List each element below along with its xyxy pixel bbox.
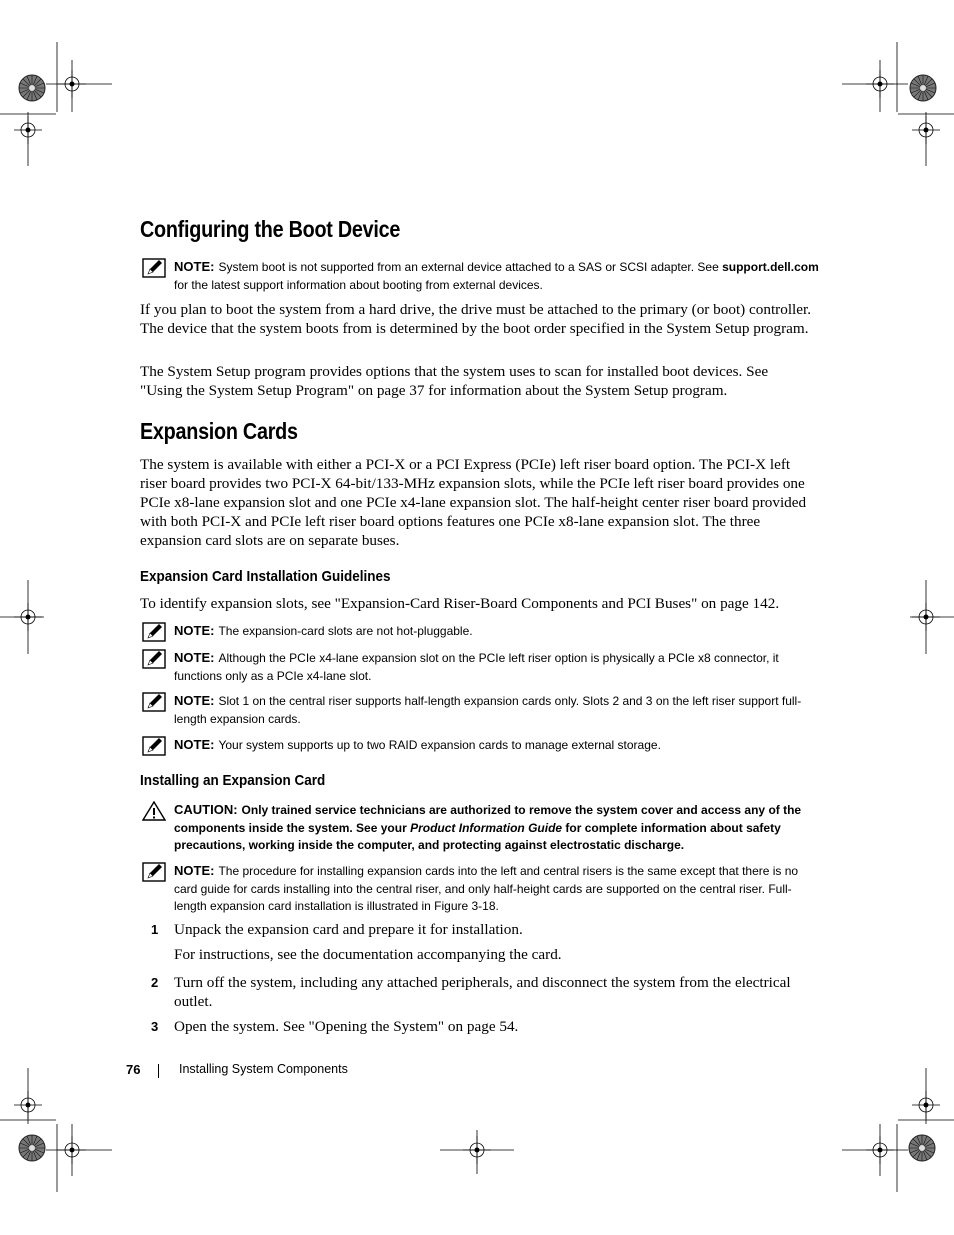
note-slot-lengths [140, 692, 820, 728]
warning-triangle-icon [142, 801, 166, 821]
note-boot-external [140, 258, 820, 294]
note-x4-lane-slot [140, 649, 820, 685]
note-text: The procedure for installing expansion cards into the left and central risers is the same except that there is no card guide for cards installing into the central riser, and only half-height cards are supported on the central riser. Full-length expansion card installation is illustrated in Figure 3-18. [174, 864, 799, 913]
footer-section-title: Installing System Components [179, 1062, 348, 1076]
step-number: 2 [151, 975, 159, 990]
boot-paragraph-2: The System Setup program provides options that the system uses to scan for installed boot devices. See "Using the System Setup Program" on page 37 for information about the System Setup program. [140, 363, 769, 399]
step-subtext: For instructions, see the documentation accompanying the card. [174, 946, 562, 963]
note-label: NOTE: [174, 650, 215, 665]
heading-installation-guidelines: Expansion Card Installation Guidelines [140, 568, 391, 585]
caution-label: CAUTION: [174, 802, 238, 817]
step-text: Unpack the expansion card and prepare it for installation. [174, 921, 523, 938]
guidelines-paragraph: To identify expansion slots, see "Expansion-Card Riser-Board Components and PCI Buses" on page 142. [140, 595, 780, 612]
color-target-bottom-right [909, 1135, 935, 1161]
note-hot-pluggable [140, 622, 820, 641]
pencil-note-icon [142, 692, 166, 712]
color-target-top-left [19, 75, 45, 101]
boot-paragraph-1: If you plan to boot the system from a hard drive, the drive must be attached to the primary (or boot) controller. The device that the system boots from is determined by the boot order specified in the System Setup program. [140, 301, 812, 337]
note-label: NOTE: [174, 623, 215, 638]
caution-text: Only trained service technicians are authorized to remove the system cover and access any of the components inside the system. See your [174, 803, 802, 835]
note-label: NOTE: [174, 693, 215, 708]
support-link[interactable]: support.dell.com [722, 260, 819, 274]
caution-service-technicians [140, 801, 820, 855]
step-number: 1 [151, 922, 159, 937]
heading-expansion-cards: Expansion Cards [140, 418, 298, 444]
step-2 [140, 973, 820, 1011]
pencil-note-icon [142, 649, 166, 669]
note-riser-procedure [140, 862, 820, 916]
step-text: Open the system. See "Opening the System" on page 54. [174, 1018, 519, 1035]
note-label: NOTE: [174, 259, 215, 274]
color-target-top-right [910, 75, 936, 101]
footer-divider [158, 1064, 159, 1078]
product-guide-title: Product Information Guide [410, 820, 563, 835]
pencil-note-icon [142, 736, 166, 756]
heading-installing-card: Installing an Expansion Card [140, 772, 326, 789]
note-text: Your system supports up to two RAID expansion cards to manage external storage. [218, 738, 661, 752]
step-number: 3 [151, 1019, 159, 1034]
step-1 [140, 920, 820, 964]
caution-text-cont: for complete information about safety precautions, working inside the computer, and protecting against electrostatic discharge. [174, 820, 781, 852]
heading-boot-device: Configuring the Boot Device [140, 216, 401, 242]
page-number: 76 [126, 1062, 141, 1077]
note-text: System boot is not supported from an external device attached to a SAS or SCSI adapter. See [218, 260, 719, 274]
note-text-cont: for the latest support information about booting from external devices. [174, 277, 543, 292]
note-label: NOTE: [174, 737, 215, 752]
note-raid-cards [140, 736, 820, 755]
step-3 [140, 1017, 820, 1036]
color-target-bottom-left [19, 1135, 45, 1161]
pencil-note-icon [142, 862, 166, 882]
note-label: NOTE: [174, 863, 215, 878]
step-text: Turn off the system, including any attached peripherals, and disconnect the system from the electrical outlet. [174, 974, 791, 1010]
expansion-paragraph: The system is available with either a PCI-X or a PCI Express (PCIe) left riser board option. The PCI-X left riser board provides two PCI-X 64-bit/133-MHz expansion slots, while the PCIe left riser board provides one PCIe x8-lane expansion slot and one PCIe x4-lane expansion slot. The half-height center riser board provided with both PCI-X and PCIe left riser board options features one PCIe x8-lane expansion slot. The three expansion card slots are on separate buses. [140, 456, 807, 549]
note-text: Although the PCIe x4-lane expansion slot on the PCIe left riser option is physically a PCIe x8 connector, it functions only as a PCIe x4-lane slot. [174, 651, 779, 683]
pencil-note-icon [142, 258, 166, 278]
note-text: The expansion-card slots are not hot-pluggable. [218, 624, 473, 638]
note-text: Slot 1 on the central riser supports half-length expansion cards only. Slots 2 and 3 on the left riser support full-length expansion cards. [174, 694, 802, 726]
pencil-note-icon [142, 622, 166, 642]
